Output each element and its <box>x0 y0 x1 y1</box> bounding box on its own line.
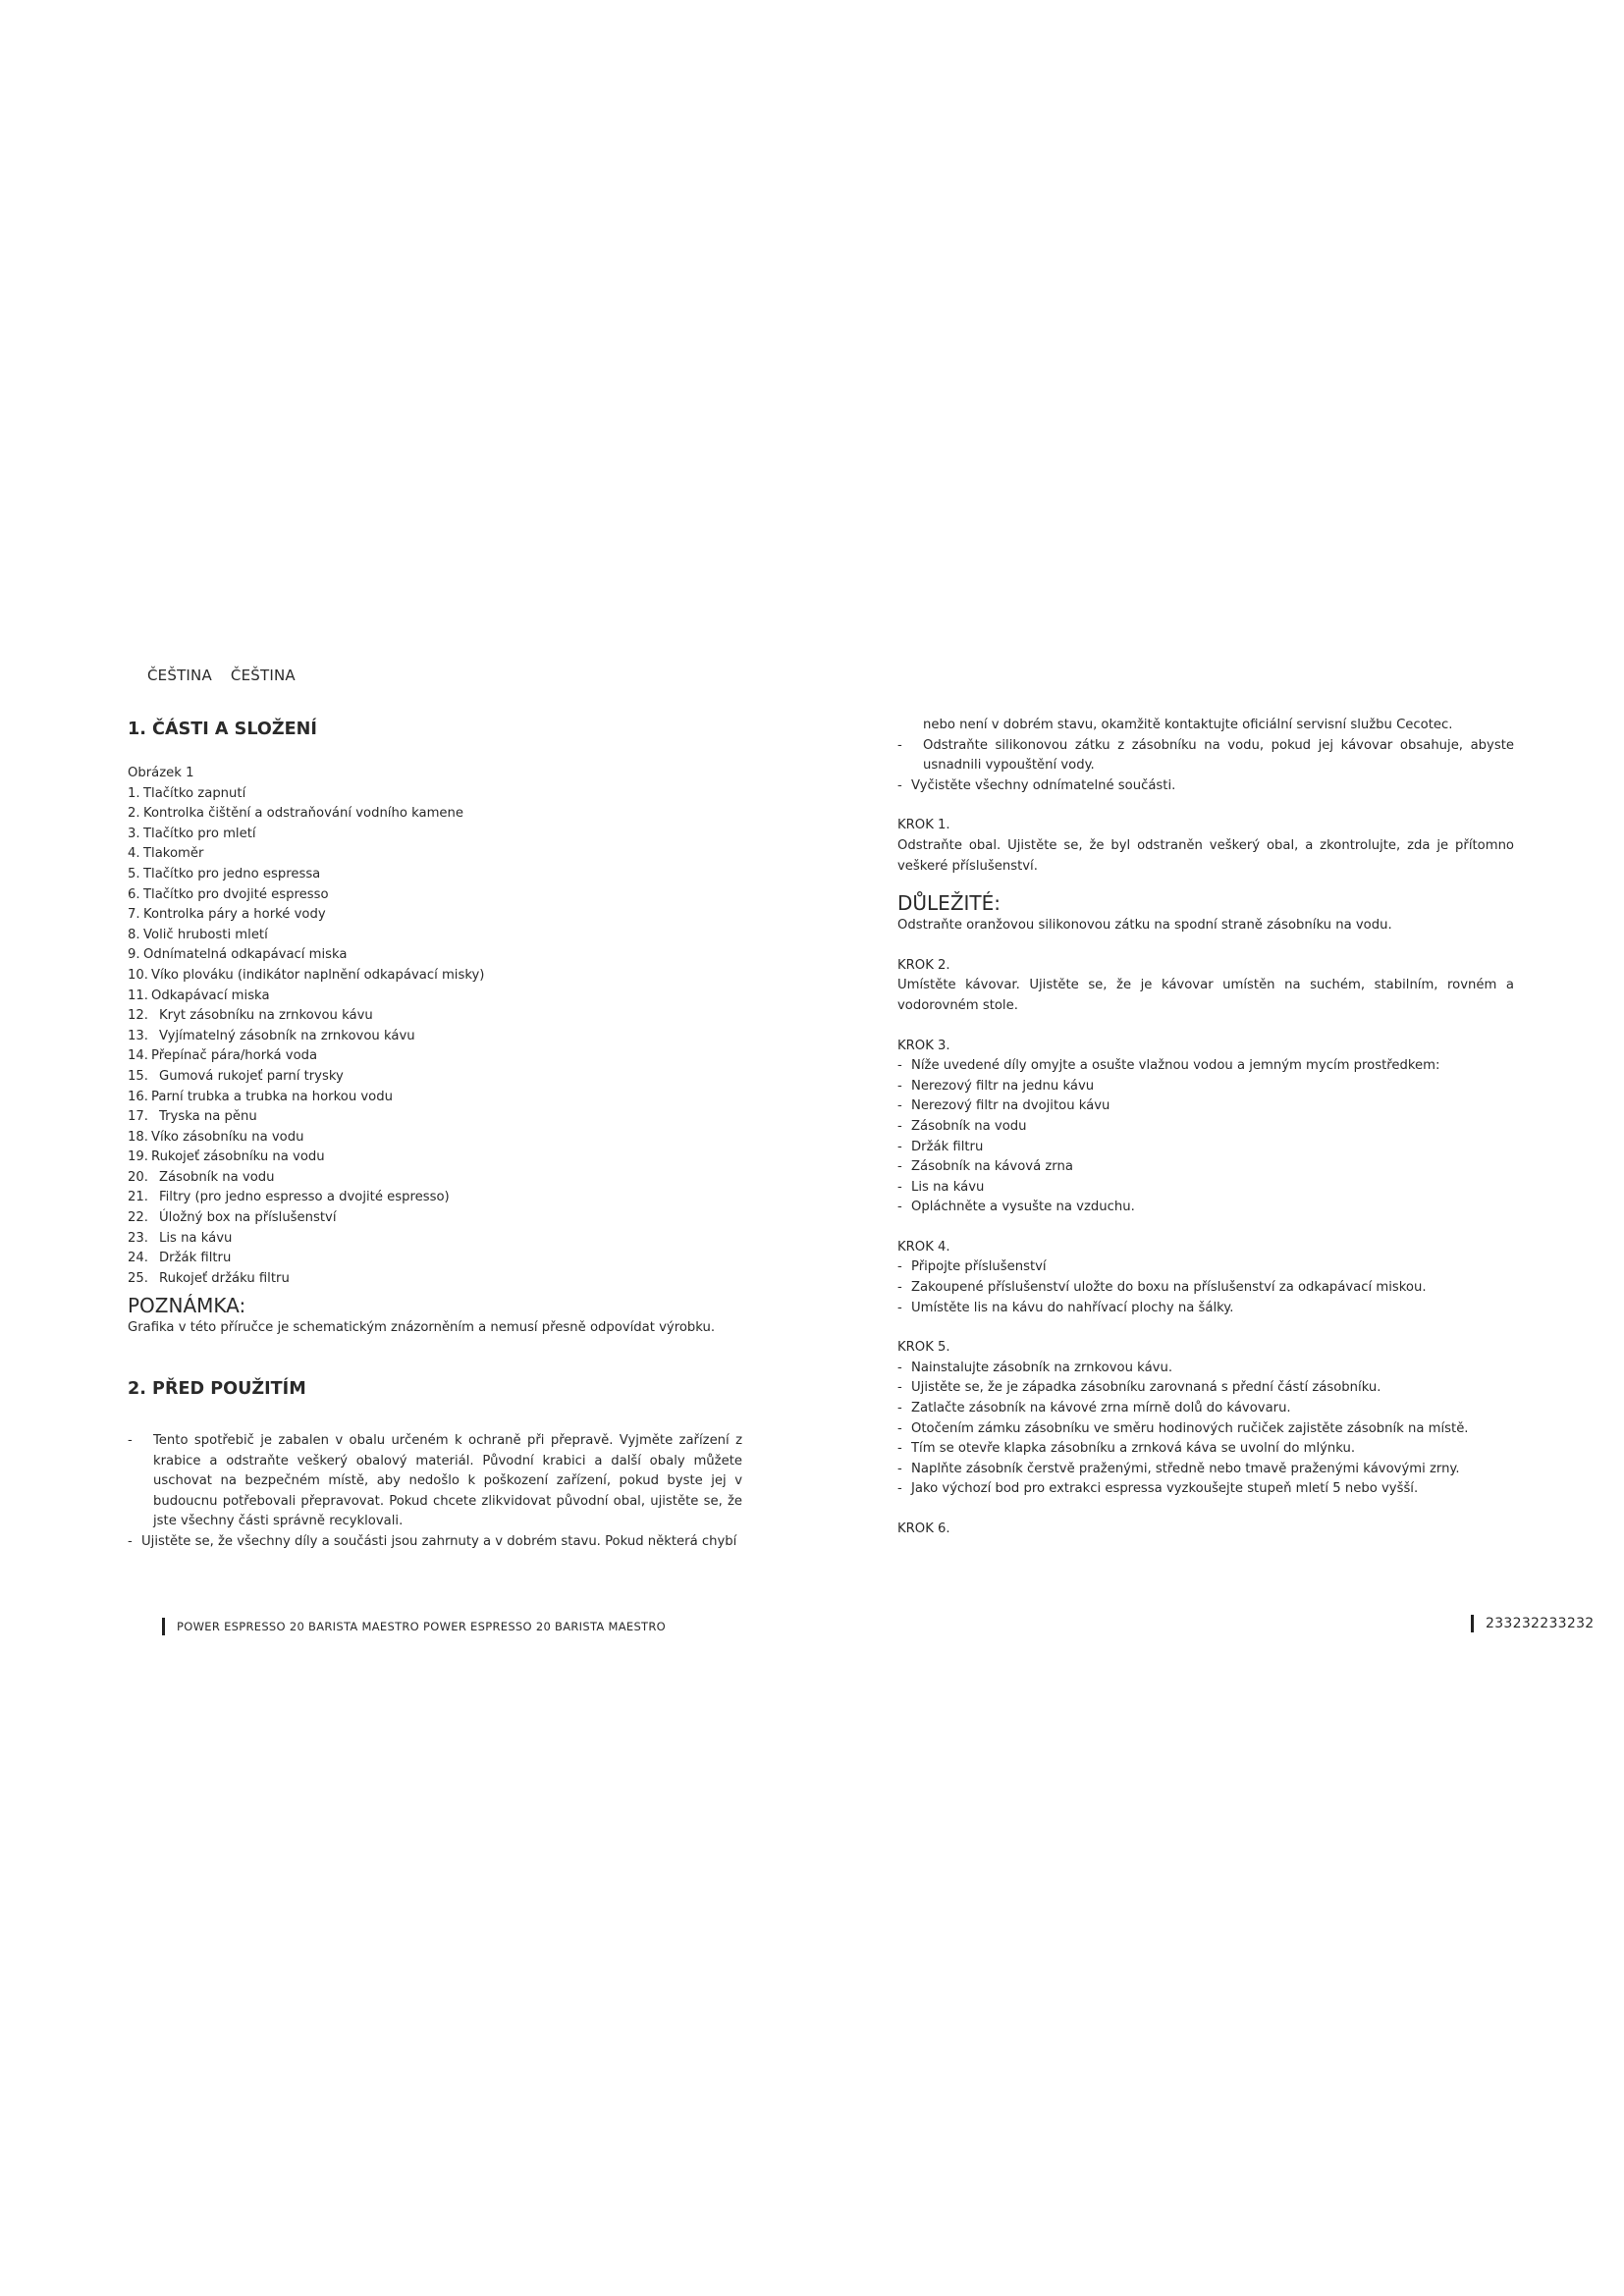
bullet-dash: - <box>897 1200 902 1215</box>
step-list-item <box>897 1479 1514 1500</box>
part-number: 16. <box>128 1089 148 1104</box>
bullet-text: Nerezový filtr na dvojitou kávu <box>911 1098 1110 1114</box>
footer-divider <box>162 1618 165 1635</box>
part-number: 5. <box>128 866 140 881</box>
step-title: KROK 6. <box>897 1522 950 1536</box>
step-list <box>897 1359 1514 1500</box>
parts-list-item <box>128 1107 742 1128</box>
footer-divider <box>1471 1615 1474 1632</box>
part-label: Vyjímatelný zásobník na zrnkovou kávu <box>159 1028 415 1043</box>
parts-list-item <box>128 1269 742 1290</box>
bullet-text: Připojte příslušenství <box>911 1259 1047 1275</box>
bullet-dash: - <box>897 1078 902 1094</box>
step-list-item <box>897 1096 1514 1117</box>
part-label: Kontrolka páry a horké vody <box>143 907 326 923</box>
bullet-text: Ujistěte se, že všechny díly a součásti jsou zahrnuty a v dobrém stavu. Pokud některá chybí <box>141 1534 737 1549</box>
left-column <box>128 717 742 1553</box>
part-label: Rukojeť zásobníku na vodu <box>151 1149 325 1165</box>
bullet-dash: - <box>897 1481 902 1497</box>
bullet-text: Otočením zámku zásobníku ve směru hodinových ručiček zajistěte zásobník na místě. <box>911 1420 1469 1436</box>
bullet-dash: - <box>897 1401 902 1416</box>
bullet-text: Zatlačte zásobník na kávové zrna mírně dolů do kávovaru. <box>911 1401 1291 1416</box>
part-label: Tlakoměr <box>143 846 204 862</box>
language-label: ČEŠTINA <box>147 667 212 684</box>
step-list-item <box>897 1419 1514 1440</box>
part-number: 14. <box>128 1048 148 1064</box>
step-list-item <box>897 1460 1514 1480</box>
part-number: 19. <box>128 1149 148 1165</box>
step-list <box>897 1056 1514 1218</box>
parts-list-item <box>128 926 742 946</box>
bullet-text: Zásobník na vodu <box>911 1118 1027 1134</box>
parts-list-item <box>128 1229 742 1250</box>
step-list-item <box>897 1138 1514 1158</box>
note-text: Grafika v této příručce je schematickým znázorněním a nemusí přesně odpovídat výrobku. <box>128 1320 716 1336</box>
part-label: Víko plováku (indikátor naplnění odkapávací misky) <box>151 967 485 983</box>
bullet-text: Nerezový filtr na jednu kávu <box>911 1078 1095 1094</box>
part-number: 17. <box>128 1109 148 1125</box>
bullet-text: Tím se otevře klapka zásobníku a zrnková káva se uvolní do mlýnku. <box>911 1441 1356 1457</box>
parts-list-item <box>128 1168 742 1189</box>
bullet-text: Vyčistěte všechny odnímatelné součásti. <box>911 777 1176 793</box>
part-number: 21. <box>128 1190 148 1205</box>
step-text: Odstraňte obal. Ujistěte se, že byl odstraněn veškerý obal, a zkontrolujte, zda je přítomno veškeré příslušenství. <box>897 837 1514 874</box>
part-label: Držák filtru <box>159 1251 232 1266</box>
bullet-dash: - <box>897 1118 902 1134</box>
part-label: Lis na kávu <box>159 1230 233 1246</box>
part-label: Tlačítko pro dvojité espresso <box>143 886 329 902</box>
part-number: 3. <box>128 826 140 841</box>
important-text: Odstraňte oranžovou silikonovou zátku na spodní straně zásobníku na vodu. <box>897 918 1392 934</box>
parts-list-item <box>128 1027 742 1047</box>
step-list-item <box>897 1378 1514 1399</box>
parts-list-item <box>128 865 742 885</box>
bullet-item <box>897 776 1514 797</box>
bullet-text: Umístěte lis na kávu do nahřívací plochy na šálky. <box>911 1300 1234 1315</box>
step-list-item <box>897 1439 1514 1460</box>
step-title: KROK 1. <box>897 818 950 833</box>
step-list <box>897 1257 1514 1318</box>
bullet-dash: - <box>897 1360 902 1375</box>
important-title: DŮLEŽITÉ: <box>897 891 1001 916</box>
footer-product-name: POWER ESPRESSO 20 BARISTA MAESTRO POWER ESPRESSO 20 BARISTA MAESTRO <box>177 1620 667 1633</box>
bullet-dash: - <box>897 737 902 753</box>
note-title: POZNÁMKA: <box>128 1294 246 1318</box>
step-list-item <box>897 1117 1514 1138</box>
bullet-dash: - <box>897 1259 902 1275</box>
right-column <box>897 716 1514 1540</box>
bullet-dash: - <box>897 777 902 793</box>
bullet-dash: - <box>897 1441 902 1457</box>
part-number: 11. <box>128 988 148 1003</box>
step-title: KROK 3. <box>897 1038 950 1053</box>
bullet-text: Držák filtru <box>911 1139 984 1154</box>
parts-list-item <box>128 1188 742 1208</box>
part-number: 22. <box>128 1210 148 1226</box>
step-title: KROK 4. <box>897 1239 950 1255</box>
bullet-dash: - <box>897 1300 902 1315</box>
bullet-dash: - <box>897 1461 902 1476</box>
step-list-item <box>897 1157 1514 1178</box>
bullet-dash: - <box>897 1179 902 1195</box>
part-label: Rukojeť držáku filtru <box>159 1270 290 1286</box>
part-number: 6. <box>128 886 140 902</box>
parts-list-item <box>128 1088 742 1108</box>
step-list-item <box>897 1077 1514 1097</box>
bullet-dash: - <box>897 1380 902 1396</box>
part-label: Odkapávací miska <box>151 988 270 1003</box>
figure-label: Obrázek 1 <box>128 766 194 780</box>
parts-list-item <box>128 804 742 825</box>
language-header <box>147 667 309 684</box>
part-label: Víko zásobníku na vodu <box>151 1129 304 1145</box>
parts-list-item <box>128 885 742 906</box>
bullet-text: Jako výchozí bod pro extrakci espressa vyzkoušejte stupeň mletí 5 nebo vyšší. <box>911 1481 1419 1497</box>
bullet-dash: - <box>897 1159 902 1175</box>
bullet-dash: - <box>897 1280 902 1296</box>
footer-code: 233232233232 <box>1486 1616 1595 1631</box>
parts-list-item <box>128 784 742 805</box>
part-number: 25. <box>128 1270 148 1286</box>
bullet-text: Tento spotřebič je zabalen v obalu určeném k ochraně při přepravě. Vyjměte zařízení z krabice a odstraňte veškerý obalový materiál. Původní krabici a další obaly můžete uschovat na bezpečném místě, aby nedošlo k poškození zařízení, pokud byste jej v budoucnu potřebovali přepravovat. Pokud chcete zlikvidovat původní obal, ujistěte se, že jste všechny části správně recyklovali. <box>153 1433 742 1529</box>
bullet-text: Naplňte zásobník čerstvě praženými, středně nebo tmavě praženými kávovými zrny. <box>911 1461 1460 1476</box>
bullet-item <box>128 1532 742 1553</box>
parts-list-item <box>128 945 742 966</box>
bullet-dash: - <box>128 1433 133 1449</box>
part-number: 1. <box>128 785 140 801</box>
step-list-item <box>897 1299 1514 1319</box>
footer-left <box>162 1618 666 1635</box>
part-label: Přepínač pára/horká voda <box>151 1048 318 1064</box>
bullet-dash: - <box>897 1420 902 1436</box>
bullet-item <box>897 736 1514 776</box>
bullet-text: Zásobník na kávová zrna <box>911 1159 1073 1175</box>
step-list-item <box>897 1198 1514 1218</box>
bullet-text: Ujistěte se, že je západka zásobníku zarovnaná s přední částí zásobníku. <box>911 1380 1381 1396</box>
part-label: Tlačítko pro jedno espressa <box>143 866 321 881</box>
part-label: Úložný box na příslušenství <box>159 1210 337 1226</box>
parts-list-item <box>128 1006 742 1027</box>
part-label: Odnímatelná odkapávací miska <box>143 947 348 963</box>
part-label: Tryska na pěnu <box>159 1109 257 1125</box>
part-number: 9. <box>128 947 140 963</box>
parts-list-item <box>128 1128 742 1148</box>
part-number: 2. <box>128 806 140 822</box>
bullet-dash: - <box>897 1139 902 1154</box>
step-list-item <box>897 1056 1514 1077</box>
bullet-text: Níže uvedené díly omyjte a osušte vlažnou vodou a jemným mycím prostředkem: <box>911 1058 1440 1074</box>
step-list-item <box>897 1399 1514 1419</box>
bullet-text: Lis na kávu <box>911 1179 985 1195</box>
bullet-text: Nainstalujte zásobník na zrnkovou kávu. <box>911 1360 1173 1375</box>
part-number: 12. <box>128 1008 148 1024</box>
language-label: ČEŠTINA <box>230 667 296 684</box>
bullet-dash: - <box>897 1058 902 1074</box>
step-title: KROK 5. <box>897 1340 950 1356</box>
part-number: 15. <box>128 1068 148 1084</box>
bullet-text: Zakoupené příslušenství uložte do boxu na příslušenství za odkapávací miskou. <box>911 1280 1427 1296</box>
part-label: Tlačítko zapnutí <box>143 785 246 801</box>
part-label: Kryt zásobníku na zrnkovou kávu <box>159 1008 373 1024</box>
parts-list-item <box>128 1249 742 1269</box>
bullet-text: Opláchněte a vysušte na vzduchu. <box>911 1200 1135 1215</box>
step-text: Umístěte kávovar. Ujistěte se, že je kávovar umístěn na suchém, stabilním, rovném a vodorovném stole. <box>897 978 1514 1013</box>
part-number: 20. <box>128 1169 148 1185</box>
part-number: 7. <box>128 907 140 923</box>
part-label: Zásobník na vodu <box>159 1169 275 1185</box>
bullet-text: Odstraňte silikonovou zátku z zásobníku na vodu, pokud jej kávovar obsahuje, abyste usnadnili vypouštění vody. <box>923 737 1514 774</box>
bullet-dash: - <box>128 1534 133 1549</box>
parts-list-item <box>128 966 742 987</box>
part-number: 18. <box>128 1129 148 1145</box>
parts-list-item <box>128 1148 742 1168</box>
bullet-item <box>128 1431 742 1532</box>
part-label: Filtry (pro jedno espresso a dvojité espresso) <box>159 1190 450 1205</box>
part-label: Kontrolka čištění a odstraňování vodního kamene <box>143 806 463 822</box>
parts-list-item <box>128 844 742 865</box>
continuation-text: nebo není v dobrém stavu, okamžitě kontaktujte oficiální servisní službu Cecotec. <box>923 718 1453 732</box>
step-list-item <box>897 1359 1514 1379</box>
parts-list-item <box>128 1208 742 1229</box>
step-title: KROK 2. <box>897 957 950 973</box>
part-number: 23. <box>128 1230 148 1246</box>
part-number: 10. <box>128 967 148 983</box>
step-list-item <box>897 1178 1514 1199</box>
part-number: 8. <box>128 927 140 942</box>
part-number: 4. <box>128 846 140 862</box>
footer-right <box>1471 1615 1595 1632</box>
parts-list-item <box>128 825 742 845</box>
parts-list-item <box>128 987 742 1007</box>
parts-list <box>128 784 742 1290</box>
section-title: 1. ČÁSTI A SLOŽENÍ <box>128 720 317 739</box>
step-list-item <box>897 1257 1514 1278</box>
step-list-item <box>897 1278 1514 1299</box>
part-label: Tlačítko pro mletí <box>143 826 256 841</box>
parts-list-item <box>128 1046 742 1067</box>
part-label: Gumová rukojeť parní trysky <box>159 1068 344 1084</box>
part-number: 24. <box>128 1251 148 1266</box>
parts-list-item <box>128 1067 742 1088</box>
bullet-dash: - <box>897 1098 902 1114</box>
section-title: 2. PŘED POUŽITÍM <box>128 1379 306 1400</box>
part-number: 13. <box>128 1028 148 1043</box>
part-label: Parní trubka a trubka na horkou vodu <box>151 1089 393 1104</box>
part-label: Volič hrubosti mletí <box>143 927 268 942</box>
parts-list-item <box>128 905 742 926</box>
